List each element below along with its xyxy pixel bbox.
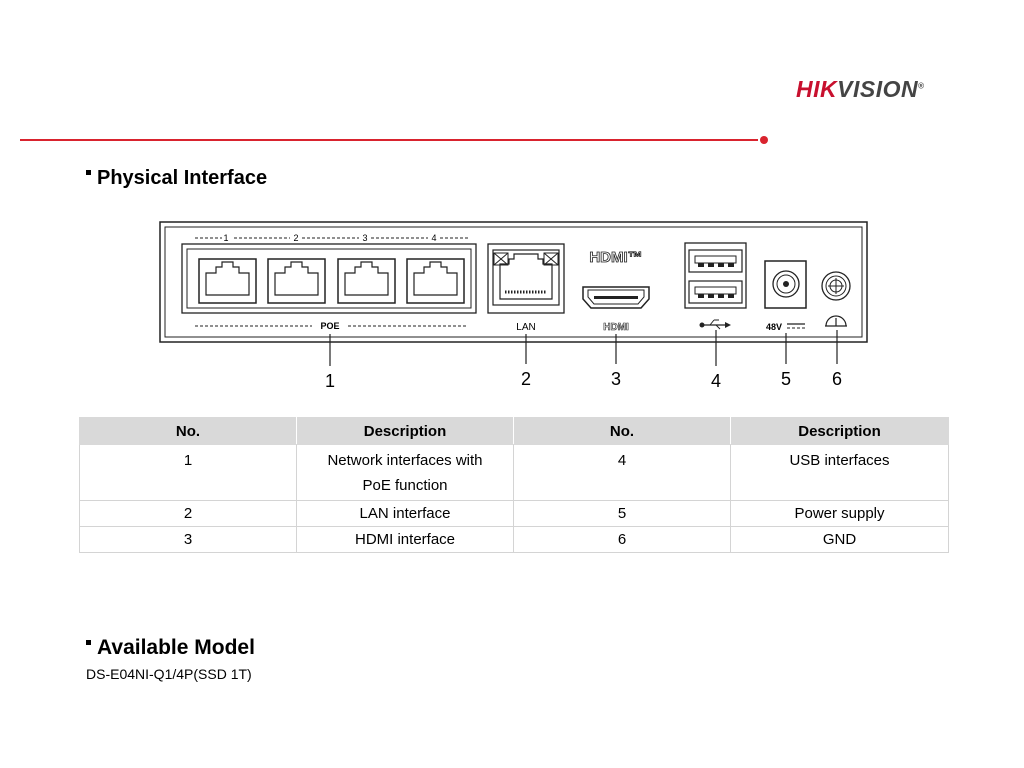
- power-jack-icon: [765, 261, 806, 332]
- callout-5: 5: [780, 369, 792, 389]
- logo-registered-mark: ®: [918, 81, 925, 91]
- chassis-outline: [160, 222, 867, 342]
- table-cell: 6: [514, 527, 731, 553]
- table-cell: LAN interface: [297, 501, 514, 527]
- header-description-1: Description: [297, 418, 514, 445]
- table-cell: 2: [80, 501, 297, 527]
- table-cell: Power supply: [731, 501, 949, 527]
- poe-port-number-1: 1: [223, 233, 229, 243]
- table-row: [80, 501, 949, 527]
- table-row: [80, 527, 949, 553]
- table-cell: HDMI interface: [297, 527, 514, 553]
- poe-port-number-2: 2: [293, 233, 299, 243]
- rj45-port-icon: [407, 259, 464, 303]
- lan-port-icon: [488, 244, 564, 333]
- poe-port-number-4: 4: [431, 233, 437, 243]
- callout-6: 6: [831, 369, 843, 389]
- hdmi-logo-top: HDMI™: [589, 249, 643, 266]
- table-cell: 1: [80, 445, 297, 501]
- physical-interface-label: Physical Interface: [97, 167, 268, 189]
- table-cell: 3: [80, 527, 297, 553]
- table-cell: 5: [514, 501, 731, 527]
- callout-3: 3: [610, 369, 622, 389]
- callout-1: 1: [324, 371, 336, 391]
- table-cell: 4: [514, 445, 731, 501]
- bullet-icon: [86, 640, 91, 645]
- callout-4: 4: [710, 371, 722, 391]
- poe-label: POE: [320, 321, 340, 331]
- table-cell: USB interfaces: [731, 445, 949, 501]
- header-no-2: No.: [514, 418, 731, 445]
- section-title-available-model: [86, 636, 255, 660]
- power-voltage-label: 48V: [765, 322, 783, 332]
- model-name: DS-E04NI-Q1/4P(SSD 1T): [86, 666, 252, 682]
- table-cell: Network interfaces with PoE function: [297, 445, 514, 501]
- available-model-label: Available Model: [97, 636, 255, 659]
- table-cell: GND: [731, 527, 949, 553]
- ground-screw-icon: [822, 272, 850, 300]
- poe-port-number-3: 3: [362, 233, 368, 243]
- table-header-row: [80, 418, 949, 445]
- poe-port-block: [182, 233, 476, 331]
- logo-part-hik: HIK: [796, 76, 838, 102]
- rj45-port-icon: [268, 259, 325, 303]
- lan-label: LAN: [516, 322, 536, 333]
- usb-port-icon: [685, 243, 746, 329]
- rj45-port-icon: [338, 259, 395, 303]
- rj45-port-icon: [199, 259, 256, 303]
- hdmi-port-icon: [583, 249, 649, 333]
- hdmi-logo-bottom: HDMI: [603, 322, 629, 333]
- header-no-1: No.: [80, 418, 297, 445]
- ground-symbol-icon: [825, 316, 847, 326]
- header-description-2: Description: [731, 418, 949, 445]
- interface-table: [79, 417, 949, 553]
- callout-2: 2: [520, 369, 532, 389]
- table-row: [80, 445, 949, 501]
- logo-part-vision: VISION: [837, 76, 919, 102]
